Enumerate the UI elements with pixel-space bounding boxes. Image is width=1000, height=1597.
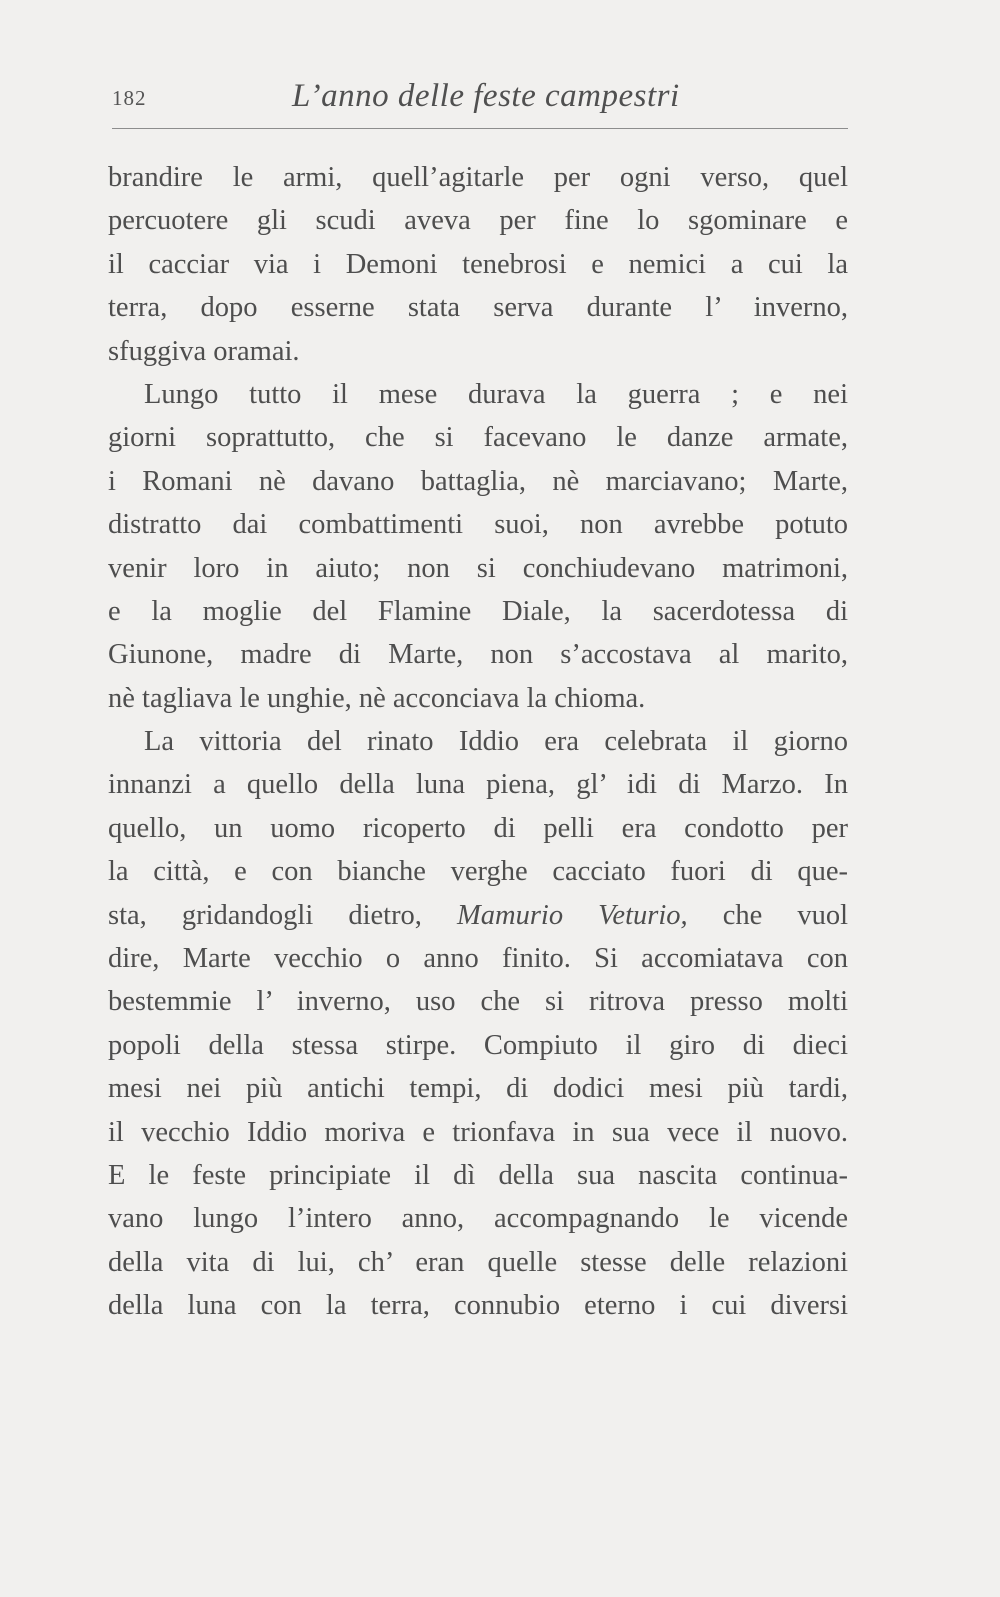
- text-line: [108, 894, 848, 937]
- text-line: venir loro in aiuto; non si conchiudevano matrimoni,: [108, 552, 848, 584]
- header-rule: [112, 128, 848, 129]
- body-text: [108, 156, 848, 1328]
- text-line: i Romani nè davano battaglia, nè marciavano; Marte,: [108, 465, 848, 497]
- text-line: della vita di lui, ch’ eran quelle stesse delle relazioni: [108, 1246, 848, 1278]
- text-line: E le feste principiate il dì della sua nascita continua-: [108, 1159, 848, 1191]
- text-line: dire, Marte vecchio o anno finito. Si accomiatava con: [108, 943, 848, 975]
- text-line: sfuggiva oramai.: [108, 335, 300, 367]
- text-line: quello, un uomo ricoperto di pelli era condotto per: [108, 812, 848, 844]
- text-line: distratto dai combattimenti suoi, non avrebbe potuto: [108, 509, 848, 541]
- page-number: 182: [112, 86, 147, 110]
- text-line: popoli della stessa stirpe. Compiuto il giro di dieci: [108, 1029, 848, 1061]
- text-line: terra, dopo esserne stata serva durante l’ inverno,: [108, 292, 848, 324]
- text-line: La vittoria del rinato Iddio era celebrata il giorno: [144, 726, 848, 758]
- running-title: L’anno delle feste campestri: [292, 78, 680, 114]
- text-line: brandire le armi, quell’agitarle per ogni verso, quel: [108, 162, 848, 193]
- text-line: percuotere gli scudi aveva per fine lo sgominare e: [108, 205, 848, 237]
- text-line: e la moglie del Flamine Diale, la sacerdotessa di: [108, 595, 848, 627]
- text-line: giorni soprattutto, che si facevano le danze armate,: [108, 422, 848, 454]
- text-line: la città, e con bianche verghe cacciato fuori di que-: [108, 856, 848, 888]
- text-line: innanzi a quello della luna piena, gl’ idi di Marzo. In: [108, 769, 848, 801]
- text-line: Giunone, madre di Marte, non s’accostava al marito,: [108, 639, 848, 671]
- text-segment: sta, gridandogli dietro,: [108, 899, 458, 931]
- text-line: il vecchio Iddio moriva e trionfava in sua vece il nuovo.: [108, 1116, 848, 1148]
- text-line: il cacciar via i Demoni tenebrosi e nemici a cui la: [108, 248, 848, 280]
- text-line: bestemmie l’ inverno, uso che si ritrova presso molti: [108, 986, 848, 1018]
- text-segment: che vuol: [687, 899, 849, 931]
- text-line: mesi nei più antichi tempi, di dodici mesi più tardi,: [108, 1073, 848, 1105]
- text-line: della luna con la terra, connubio eterno i cui diversi: [108, 1290, 848, 1322]
- text-line: nè tagliava le unghie, nè acconciava la chioma.: [108, 682, 646, 714]
- text-line: vano lungo l’intero anno, accompagnando le vicende: [108, 1203, 848, 1235]
- italic-name: Mamurio Veturio,: [457, 899, 688, 931]
- text-line: Lungo tutto il mese durava la guerra ; e nei: [144, 378, 848, 410]
